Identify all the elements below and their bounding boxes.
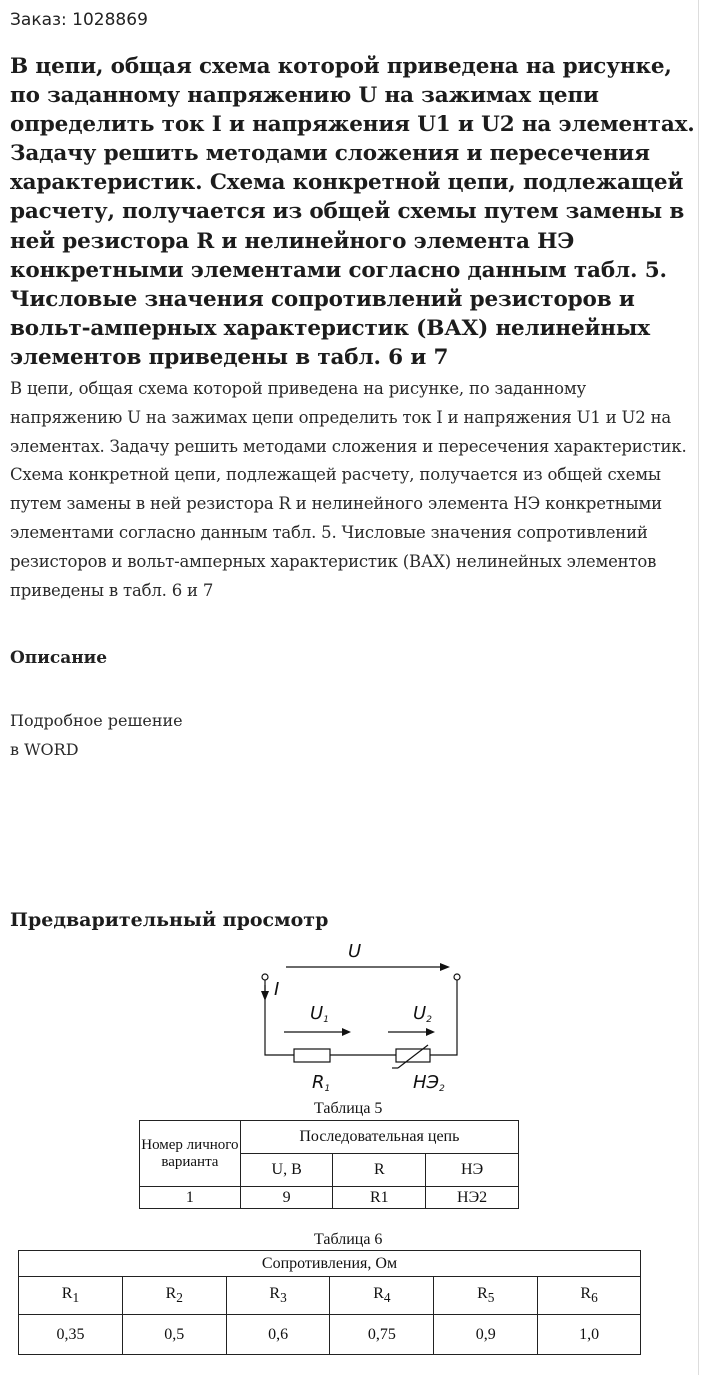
- table-6: [18, 1250, 641, 1355]
- table6-value-r1: 0,35: [19, 1315, 123, 1355]
- table5-cell-ne: НЭ2: [426, 1187, 519, 1209]
- table5-cell-variant: 1: [140, 1187, 241, 1209]
- table6-col-r2: $R_2$: [122, 1277, 226, 1315]
- table6-col-r3: $R_3$: [226, 1277, 330, 1315]
- current-arrow-i: [261, 991, 269, 1001]
- terminal-left: [262, 974, 268, 980]
- table5-col-group: Последовательная цепь: [240, 1121, 518, 1154]
- description-heading: Описание: [10, 648, 108, 668]
- table6-value-r3: 0,6: [226, 1315, 330, 1355]
- table6-col-r5: $R_5$: [434, 1277, 538, 1315]
- order-number: Заказ: 1028869: [10, 10, 148, 30]
- task-title: В цепи, общая схема которой приведена на рисунке, по заданному напряжению U на зажимах цепи определить ток I и напряжения U1 и U2 на элементах. Задачу решить методами сложения и пересечения характеристик. Схема конкретной цепи, подлежащей расчету, получается из общей схемы путем замены в ней резистора R и нелинейного элемента НЭ конкретными элементами согласно данным табл. 5. Числовые значения сопротивлений резисторов и вольт-амперных характеристик (ВАХ) нелинейных элементов приведены в табл. 6 и 7: [10, 54, 695, 370]
- table6-value-r2: 0,5: [122, 1315, 226, 1355]
- table5-sub-r: R: [333, 1154, 426, 1187]
- nonlinear-element-ne2: [396, 1049, 430, 1062]
- description-line-1: Подробное решение: [10, 711, 183, 730]
- label-u: U: [348, 941, 362, 962]
- task-body: В цепи, общая схема которой приведена на рисунке, по заданному напряжению U на зажимах цепи определить ток I и напряжения U1 и U2 на элементах. Задачу решить методами сложения и пересечения характеристик. Схема конкретной цепи, подлежащей расчету, получается из общей схемы путем замены в ней резистора R и нелинейного элемента НЭ конкретными элементами согласно данным табл. 5. Числовые значения сопротивлений резисторов и вольт-амперных характеристик (ВАХ) нелинейных элементов приведены в табл. 6 и 7: [10, 379, 687, 600]
- description-line-2: в WORD: [10, 740, 79, 759]
- table6-header: Сопротивления, Ом: [19, 1251, 641, 1277]
- table5-caption: Таблица 5: [314, 1100, 383, 1117]
- label-i: I: [274, 979, 280, 1000]
- circuit-diagram: [0, 935, 701, 1097]
- table5-sub-ne: НЭ: [426, 1154, 519, 1187]
- table-5: [139, 1120, 519, 1209]
- table6-col-r1: $R_1$: [19, 1277, 123, 1315]
- table5-sub-u: U, В: [240, 1154, 333, 1187]
- label-u2: U2: [413, 1003, 432, 1025]
- table5-cell-r: R1: [333, 1187, 426, 1209]
- label-r1: R1: [312, 1072, 331, 1094]
- preview-heading: Предварительный просмотр: [10, 909, 329, 931]
- terminal-right: [454, 974, 460, 980]
- table6-caption: Таблица 6: [314, 1231, 383, 1248]
- table6-value-r5: 0,9: [434, 1315, 538, 1355]
- table6-value-r4: 0,75: [330, 1315, 434, 1355]
- table6-value-r6: 1,0: [538, 1315, 641, 1355]
- label-u1: U1: [310, 1003, 329, 1025]
- resistor-r1: [294, 1049, 330, 1062]
- table5-cell-u: 9: [240, 1187, 333, 1209]
- table6-col-r4: $R_4$: [330, 1277, 434, 1315]
- table6-col-r6: $R_6$: [538, 1277, 641, 1315]
- table5-col-variant: Номер личного варианта: [140, 1121, 241, 1187]
- label-ne2: НЭ2: [413, 1072, 445, 1094]
